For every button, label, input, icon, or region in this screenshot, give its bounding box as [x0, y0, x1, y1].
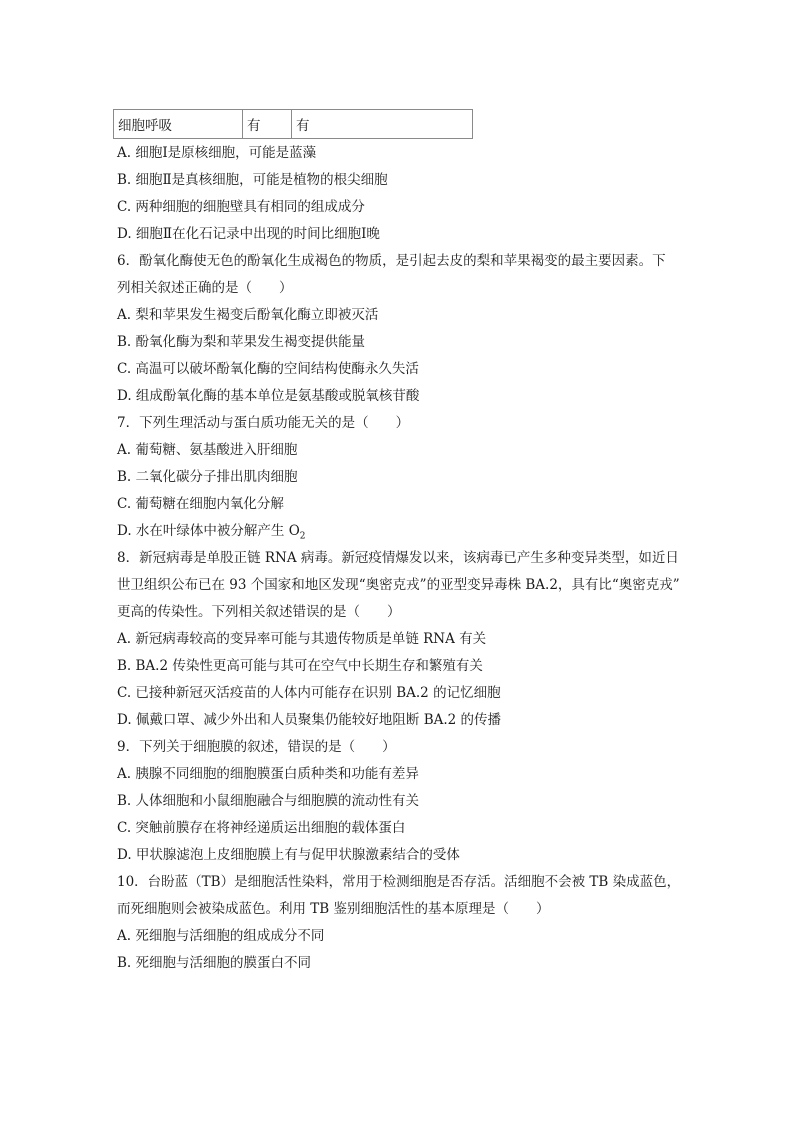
q6-stem-line-1: 6．酚氧化酶使无色的酚氧化生成褐色的物质，是引起去皮的梨和苹果褐变的最主要因素。下 — [117, 253, 666, 269]
q7-option-d-text: D. 水在叶绿体中被分解产生 O — [117, 523, 300, 539]
q6-option-c: C. 高温可以破坏酚氧化酶的空间结构使酶永久失活 — [117, 361, 419, 377]
q8-stem-line-3: 更高的传染性。下列相关叙述错误的是（ ） — [117, 604, 401, 620]
q9-option-c: C. 突触前膜存在将神经递质运出细胞的载体蛋白 — [117, 820, 406, 836]
q6-option-b: B. 酚氧化酶为梨和苹果发生褐变提供能量 — [117, 334, 366, 350]
q9-option-b: B. 人体细胞和小鼠细胞融合与细胞膜的流动性有关 — [117, 793, 420, 809]
q10-option-a: A. 死细胞与活细胞的组成成分不同 — [117, 928, 325, 944]
q7-option-b: B. 二氧化碳分子排出肌肉细胞 — [117, 469, 298, 485]
q10-option-b: B. 死细胞与活细胞的膜蛋白不同 — [117, 955, 312, 971]
q9-stem-line-1: 9．下列关于细胞膜的叙述，错误的是（ ） — [117, 739, 396, 755]
q9-option-d: D. 甲状腺滤泡上皮细胞膜上有与促甲状腺激素结合的受体 — [117, 847, 460, 863]
table-cell-cell2: 有 — [292, 110, 473, 139]
q8-option-a: A. 新冠病毒较高的变异率可能与其遗传物质是单链 RNA 有关 — [117, 631, 487, 647]
table-row — [114, 110, 473, 139]
q7-option-c: C. 葡萄糖在细胞内氧化分解 — [117, 496, 284, 512]
q9-option-a: A. 胰腺不同细胞的细胞膜蛋白质种类和功能有差异 — [117, 766, 419, 782]
q5-option-d: D. 细胞Ⅱ在化石记录中出现的时间比细胞Ⅰ晚 — [117, 226, 380, 242]
q5-option-a: A. 细胞Ⅰ是原核细胞，可能是蓝藻 — [117, 145, 317, 161]
table-fragment — [113, 109, 473, 139]
question-content — [117, 140, 681, 977]
q10-stem-line-1: 10．台盼蓝（TB）是细胞活性染料，常用于检测细胞是否存活。活细胞不会被 TB 染成蓝色， — [117, 874, 681, 890]
table-cell-label: 细胞呼吸 — [114, 110, 243, 139]
q8-option-c: C. 已接种新冠灭活疫苗的人体内可能存在识别 BA.2 的记忆细胞 — [117, 685, 501, 701]
q8-stem-line-2: 世卫组织公布已在 93 个国家和地区发现“奥密克戎”的亚型变异毒株 BA.2，具有比“奥密克戎” — [117, 577, 680, 593]
q8-option-d: D. 佩戴口罩、减少外出和人员聚集仍能较好地阻断 BA.2 的传播 — [117, 712, 502, 728]
q7-option-d-subscript: 2 — [299, 531, 306, 542]
q7-option-a: A. 葡萄糖、氨基酸进入肝细胞 — [117, 442, 298, 458]
q5-option-c: C. 两种细胞的细胞壁具有相同的组成成分 — [117, 199, 365, 215]
q7-stem-line-1: 7．下列生理活动与蛋白质功能无关的是（ ） — [117, 415, 410, 431]
q6-option-a: A. 梨和苹果发生褐变后酚氧化酶立即被灭活 — [117, 307, 379, 323]
q10-stem-line-2: 而死细胞则会被染成蓝色。利用 TB 鉴别细胞活性的基本原理是（ ） — [117, 901, 550, 917]
q5-option-b: B. 细胞Ⅱ是真核细胞，可能是植物的根尖细胞 — [117, 172, 388, 188]
table-cell-cell1: 有 — [243, 110, 292, 139]
q8-stem-line-1: 8．新冠病毒是单股正链 RNA 病毒。新冠疫情爆发以来，该病毒已产生多种变异类型，如近日 — [117, 550, 679, 566]
q7-option-d — [117, 518, 677, 545]
q8-option-b: B. BA.2 传染性更高可能与其可在空气中长期生存和繁殖有关 — [117, 658, 483, 674]
q6-option-d: D. 组成酚氧化酶的基本单位是氨基酸或脱氧核苷酸 — [117, 388, 420, 404]
q6-stem-line-2: 列相关叙述正确的是（ ） — [117, 280, 293, 296]
